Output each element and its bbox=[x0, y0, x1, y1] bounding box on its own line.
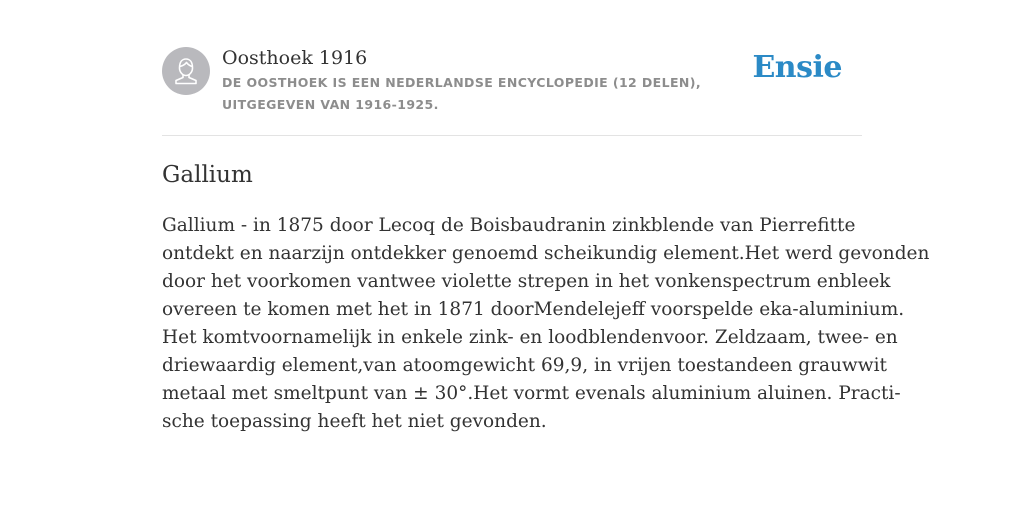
entry-line: overeen te komen met het in 1871 doorMendelejeff voorspelde eka-aluminium. bbox=[162, 299, 905, 320]
source-description: DE OOSTHOEK IS EEN NEDERLANDSE ENCYCLOPEDIE (12 DELEN), UITGEGEVEN VAN 1916-1925. bbox=[222, 75, 702, 112]
entry-title: Gallium bbox=[162, 162, 253, 188]
source-header bbox=[162, 40, 862, 135]
entry-line: Het komtvoornamelijk in enkele zink- en loodblendenvoor. Zeldzaam, twee- en bbox=[162, 327, 898, 348]
entry-line: metaal met smeltpunt van ± 30°.Het vormt evenals aluminium aluinen. Practi- bbox=[162, 383, 901, 404]
entry-line: ontdekt en naarzijn ontdekker genoemd scheikundig element.Het werd gevonden bbox=[162, 243, 930, 264]
source-title[interactable]: Oosthoek 1916 bbox=[222, 47, 368, 69]
entry-line: sche toepassing heeft het niet gevonden. bbox=[162, 411, 547, 432]
user-icon bbox=[162, 47, 210, 95]
entry-line: driewaardig element,van atoomgewicht 69,9, in vrijen toestandeen grauwwit bbox=[162, 355, 887, 376]
entry-line: door het voorkomen vantwee violette strepen in het vonkenspectrum enbleek bbox=[162, 271, 891, 292]
entry-body bbox=[162, 212, 930, 436]
header-divider bbox=[162, 135, 862, 136]
entry-line: Gallium - in 1875 door Lecoq de Boisbaudranin zinkblende van Pierrefitte bbox=[162, 215, 856, 236]
ensie-logo[interactable]: Ensie bbox=[752, 50, 842, 85]
source-avatar[interactable] bbox=[162, 47, 210, 95]
